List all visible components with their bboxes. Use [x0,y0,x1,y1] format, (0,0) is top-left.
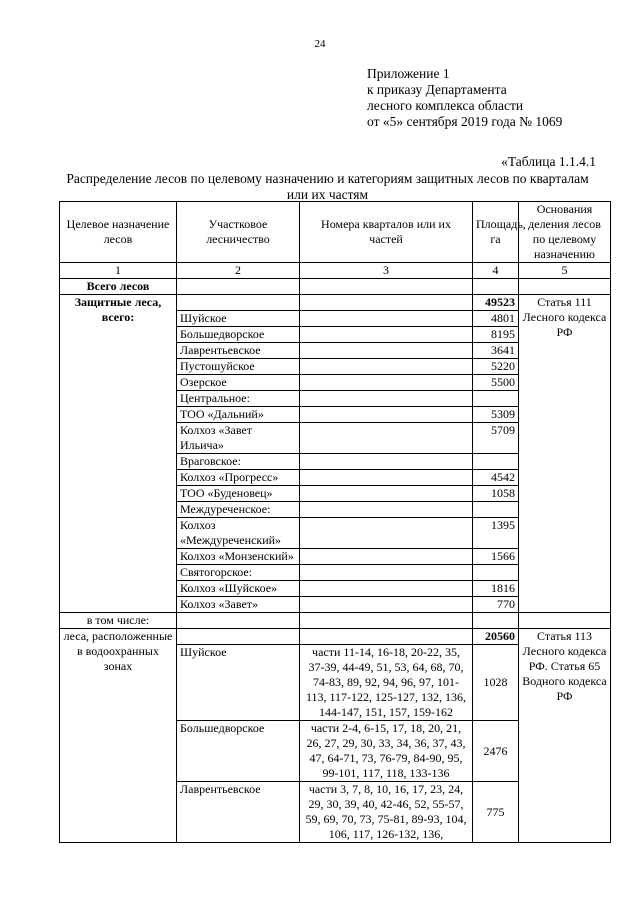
forestry-name: Лаврентьевское [177,343,300,359]
header-cell: Площадь, га [473,202,519,263]
quarters-cell [300,343,473,359]
forestry-name: Центральное: [177,391,300,407]
area-value: 2476 [473,721,519,782]
quarters-cell [300,423,473,454]
appendix-line: лесного комплекса области [367,98,524,113]
forestry-name: Враговское: [177,454,300,470]
quarters-list: части 2-4, 6-15, 17, 18, 20, 21, 26, 27, 29, 30, 33, 34, 36, 37, 43, 47, 64-71, 73, 76-79, 84-90, 95, 99-101, 117, 118, 133-136 [300,721,473,782]
quarters-cell [300,518,473,549]
quarters-cell [300,375,473,391]
column-number: 3 [300,263,473,279]
area-value: 5709 [473,423,519,454]
area-value [473,502,519,518]
area-value: 3641 [473,343,519,359]
quarters-cell [300,581,473,597]
area-value: 5220 [473,359,519,375]
quarters-cell [300,359,473,375]
area-value: 4801 [473,311,519,327]
quarters-cell [300,597,473,613]
page-number: 24 [314,38,326,50]
water-label: леса, расположенные в водоохранных зонах [60,629,177,843]
including-row [60,613,611,629]
appendix-note [367,66,562,130]
area-value: 775 [473,782,519,843]
total-label: Всего лесов [60,279,177,295]
appendix-line: от «5» сентября 2019 года № 1069 [367,114,563,129]
forestry-name: Большедворское [177,721,300,782]
area-value: 8195 [473,327,519,343]
forestry-name: Шуйское [177,645,300,721]
quarters-cell [300,502,473,518]
header-row [60,202,611,263]
quarters-list: части 3, 7, 8, 10, 16, 17, 23, 24, 29, 30, 39, 40, 42-46, 52, 55-57, 59, 69, 70, 73, 75-81, 89-93, 104, 106, 117, 126-132, 136, [300,782,473,843]
quarters-cell [300,486,473,502]
area-value: 5309 [473,407,519,423]
quarters-cell [300,311,473,327]
quarters-cell [300,565,473,581]
forestry-name: Пустошуйское [177,359,300,375]
table-number: «Таблица 1.1.4.1 [501,154,596,169]
forestry-name: Колхоз «Завет» [177,597,300,613]
water-basis: Статья 113 Лесного кодекса РФ. Статья 65 Водного кодекса РФ [519,629,611,843]
forestry-name: Междуреченское: [177,502,300,518]
table-caption: Распределение лесов по целевому назначению и категориям защитных лесов по кварталам или их частям [66,171,589,202]
area-value: 1566 [473,549,519,565]
forest-distribution-table [59,201,611,843]
forestry-name: Большедворское [177,327,300,343]
forestry-name: ТОО «Буденовец» [177,486,300,502]
protective-basis: Статья 111 Лесного кодекса РФ [519,295,611,613]
forestry-name: Колхоз «Завет Ильича» [177,423,300,454]
protective-label: Защитные леса, всего: [60,295,177,613]
protective-total: 49523 [473,295,519,311]
empty-cell [177,295,300,311]
forestry-name: Святогорское: [177,565,300,581]
empty-cell [177,629,300,645]
empty-cell [300,629,473,645]
area-value: 1816 [473,581,519,597]
quarters-cell [300,407,473,423]
column-number: 2 [177,263,300,279]
quarters-cell [300,454,473,470]
area-value: 1058 [473,486,519,502]
quarters-cell [300,391,473,407]
forestry-name: Колхоз «Междуреченский» [177,518,300,549]
forestry-name: ТОО «Дальний» [177,407,300,423]
area-value: 1395 [473,518,519,549]
appendix-line: к приказу Департамента [367,82,507,97]
total-forests-row [60,279,611,295]
header-cell: Участковое лесничество [177,202,300,263]
water-total-row [60,629,611,645]
column-number: 1 [60,263,177,279]
area-value: 1028 [473,645,519,721]
empty-cell [300,295,473,311]
water-total: 20560 [473,629,519,645]
water-protection-section [60,629,611,843]
forestry-name: Колхоз «Шуйское» [177,581,300,597]
column-number-row [60,263,611,279]
area-value [473,454,519,470]
area-value: 5500 [473,375,519,391]
forestry-name: Лаврентьевское [177,782,300,843]
header-cell: Основания деления лесов по целевому назначению [519,202,611,263]
quarters-cell [300,327,473,343]
forestry-name: Шуйское [177,311,300,327]
quarters-list: части 11-14, 16-18, 20-22, 35, 37-39, 44-49, 51, 53, 64, 68, 70, 74-83, 89, 92, 94, 96, 97, 101-113, 117-122, 125-127, 132, 136, 144-147, 151, 157, 159-162 [300,645,473,721]
appendix-line: Приложение 1 [367,66,450,81]
forestry-name: Озерское [177,375,300,391]
including-label: в том числе: [60,613,177,629]
forestry-name: Колхоз «Монзенский» [177,549,300,565]
area-value: 4542 [473,470,519,486]
header-cell: Целевое назначение лесов [60,202,177,263]
forestry-name: Колхоз «Прогресс» [177,470,300,486]
area-value [473,565,519,581]
quarters-cell [300,470,473,486]
protective-forests-section [60,295,611,613]
protective-total-row [60,295,611,311]
area-value: 770 [473,597,519,613]
quarters-cell [300,549,473,565]
column-number: 4 [473,263,519,279]
header-cell: Номера кварталов или их частей [300,202,473,263]
column-number: 5 [519,263,611,279]
area-value [473,391,519,407]
